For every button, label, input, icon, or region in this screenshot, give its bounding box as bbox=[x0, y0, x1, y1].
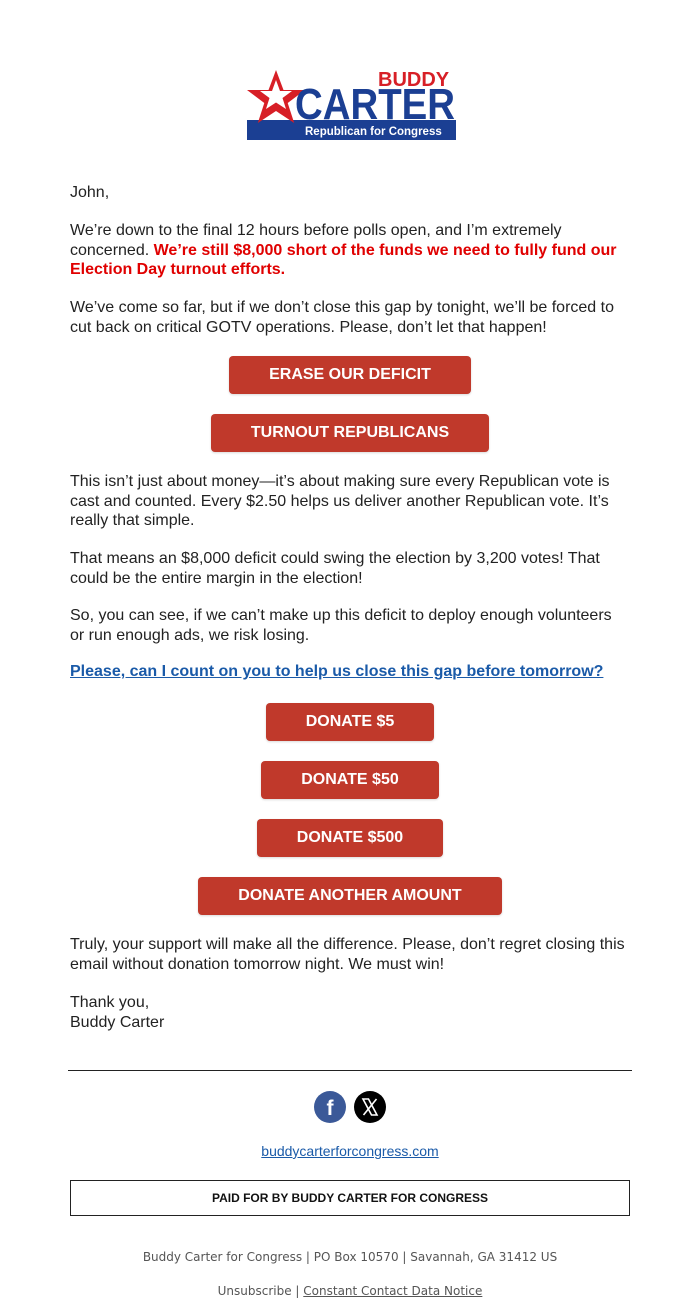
donate-other-amount-button[interactable]: DONATE ANOTHER AMOUNT bbox=[198, 877, 502, 915]
footer-divider bbox=[68, 1070, 632, 1071]
website-link-row bbox=[0, 1143, 700, 1159]
paragraph-2: We’ve come so far, but if we don’t close this gap by tonight, we’ll be forced to cut back on critical GOTV operations. Please, don’t let that happen! bbox=[70, 299, 614, 336]
paragraph-5: So, you can see, if we can’t make up this deficit to deploy enough volunteers or run enough ads, we risk losing. bbox=[70, 607, 612, 644]
turnout-republicans-button[interactable]: TURNOUT REPUBLICANS bbox=[211, 414, 489, 452]
logo-tagline: Republican for Congress bbox=[305, 126, 442, 138]
greeting: John, bbox=[70, 184, 110, 201]
paid-for-disclaimer: PAID FOR BY BUDDY CARTER FOR CONGRESS bbox=[70, 1180, 630, 1216]
paragraph-4: That means an $8,000 deficit could swing the election by 3,200 votes! That could be the entire margin in the election! bbox=[70, 550, 600, 587]
facebook-icon[interactable] bbox=[314, 1091, 346, 1123]
donate-500-button[interactable]: DONATE $500 bbox=[257, 819, 443, 857]
logo-last-name: CARTER bbox=[295, 80, 455, 129]
donate-5-button[interactable]: DONATE $5 bbox=[266, 703, 434, 741]
data-notice-link[interactable]: Constant Contact Data Notice bbox=[303, 1284, 483, 1298]
x-icon[interactable] bbox=[354, 1091, 386, 1123]
donation-ask-link[interactable]: Please, can I count on you to help us close this gap before tomorrow? bbox=[70, 663, 604, 680]
footer-address: Buddy Carter for Congress | PO Box 10570 | Savannah, GA 31412 US bbox=[142, 1250, 558, 1264]
erase-deficit-button[interactable]: ERASE OUR DEFICIT bbox=[229, 356, 471, 394]
footer-links: Unsubscribe | Constant Contact Data Notice bbox=[217, 1284, 483, 1298]
website-link[interactable]: buddycarterforcongress.com bbox=[261, 1143, 439, 1159]
donate-50-button[interactable]: DONATE $50 bbox=[261, 761, 439, 799]
paragraph-6: Truly, your support will make all the difference. Please, don’t regret closing this email without donation tomorrow night. We must win! bbox=[70, 936, 625, 973]
paragraph-3: This isn’t just about money—it’s about making sure every Republican vote is cast and counted. Every $2.50 helps us deliver another Republican vote. It’s really that simple. bbox=[70, 473, 610, 529]
urgent-emphasis: We’re still $8,000 short of the funds we need to fully fund our bbox=[153, 241, 617, 259]
signature: Buddy Carter bbox=[70, 1013, 165, 1031]
paragraph-1: We’re down to the final 12 hours before polls open, and I’m extremely concerned. We’re still $8,000 short of the funds we need to fully fund our Election Day turnout efforts. bbox=[70, 222, 617, 278]
svg-text:f: f bbox=[326, 1097, 334, 1120]
logo-first-name: BUDDY bbox=[378, 69, 450, 91]
buddy-carter-logo bbox=[243, 66, 459, 142]
unsubscribe-link[interactable]: Unsubscribe bbox=[217, 1284, 292, 1298]
signoff: Thank you, Buddy Carter bbox=[70, 994, 165, 1031]
